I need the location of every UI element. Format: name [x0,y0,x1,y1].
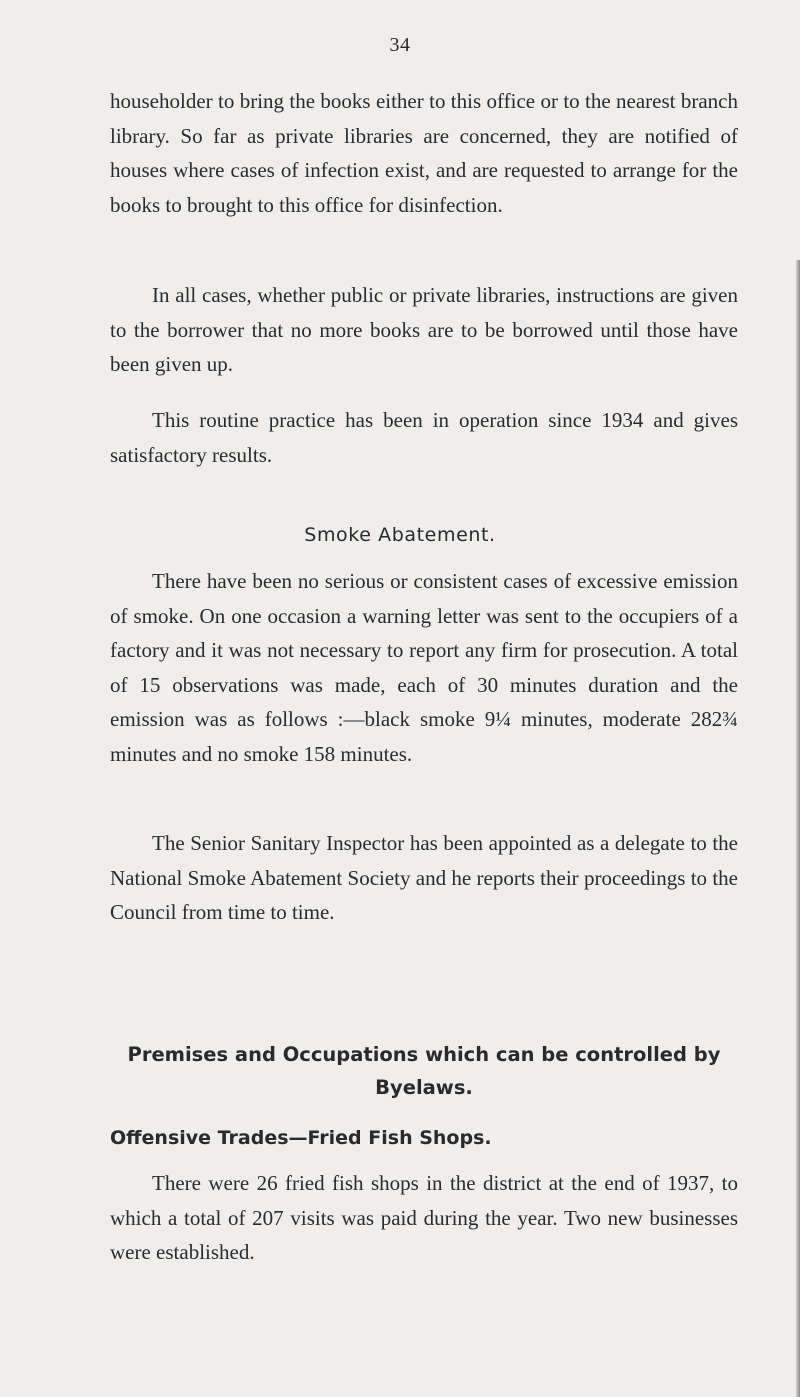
paragraph-fried-fish-shops: There were 26 fried fish shops in the district at the end of 1937, to which a total of 207 visits was paid during the year. Two new businesses were established. [110,1171,738,1264]
heading-premises-occupations: Premises and Occupations which can be controlled by Byelaws. [127,1043,721,1099]
paragraph-smoke-emission: There have been no serious or consistent cases of excessive emission of smoke. On one occasion a warning letter was sent to the occupiers of a factory and it was not necessary to report any firm for prosecution. A total of 15 observations was made, each of 30 minutes duration and the emission was as follows :—black smoke 9¼ minutes, moderate 282¾ minutes and no smoke 158 minutes. [110,569,738,766]
heading-smoke-abatement: Smoke Abatement. [304,524,496,546]
paragraph-routine-practice: This routine practice has been in operation since 1934 and gives satisfactory results. [110,408,738,467]
page-edge-shadow [796,260,800,1397]
paragraph-senior-inspector: The Senior Sanitary Inspector has been appointed as a delegate to the National Smoke Abatement Society and he reports their proceedings to the Council from time to time. [110,831,738,924]
paragraph-all-cases: In all cases, whether public or private libraries, instructions are given to the borrower that no more books are to be borrowed until those have been given up. [110,283,738,376]
page-number: 34 [389,34,411,56]
heading-offensive-trades: Offensive Trades—Fried Fish Shops. [110,1127,492,1149]
paragraph-library-books: householder to bring the books either to this office or to the nearest branch library. So far as private libraries are concerned, they are notified of houses where cases of infection exist, and are requested to arrange for the books to brought to this office for disinfection. [110,89,738,217]
